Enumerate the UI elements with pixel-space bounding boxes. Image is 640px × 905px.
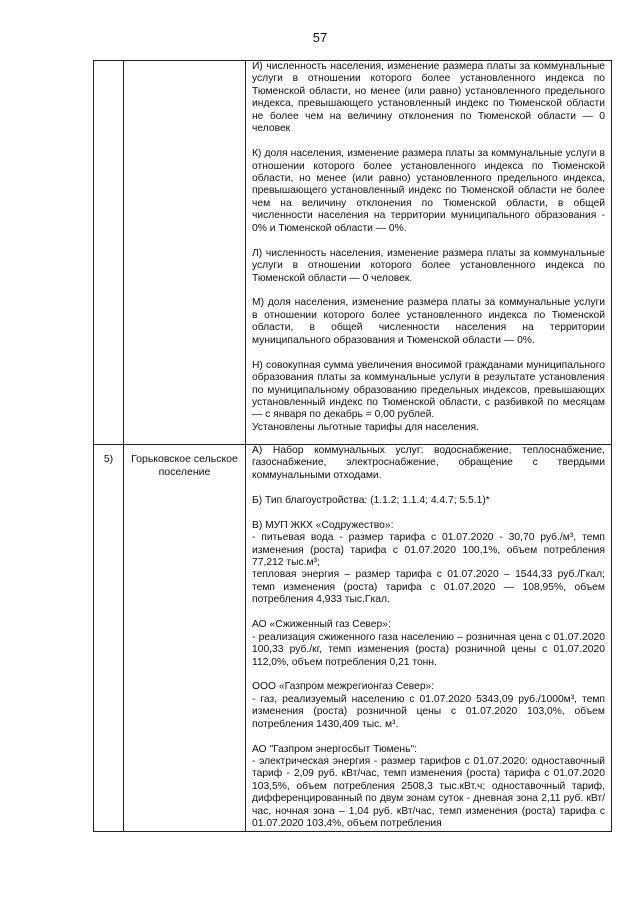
settlement-name: Горьковское сельское поселение [124,445,246,832]
row-content-cell [246,445,612,832]
row-number-cell [94,61,124,445]
electricity-tariff: - электрическая энергия - размер тарифов с 01.07.2020: одноставочный тариф - 2,09 руб. кВт/час, темп изменения (роста) тарифа с 01.07.2020 103,5%, объем потребления 2508,3 тыс.кВт.ч; одноставочный тариф, дифференцированный по двум зонам суток - дневная зона 2,11 руб. кВт/час, ночная зона – 1,04 руб. кВт/час, темп изменения (роста) тарифа с 01.07.2020 103,4%, объем потребления [252,756,605,830]
provider-title: АО "Газпром энергосбыт Тюмень": [252,743,417,755]
paragraph-i: И) численность населения, изменение размера платы за коммунальные услуги в отношении которого более установленного индекса по Тюменской области, но менее (или равно) установленного предельного индекса, превышающего установленный индекс по Тюменской области не более чем на величину отклонения по Тюменской области — 0 человек [252,61,605,135]
paragraph-k: К) доля населения, изменение размера платы за коммунальные услуги в отношении которого более установленного индекса по Тюменской области, но менее (или равно) установленного предельного индекса, превышающего установленный индекс по Тюменской области не более чем на величину отклонения по Тюменской области, в общей численности населения на территории муниципального образования - 0% и Тюменской области — 0%. [252,148,605,234]
services-set: А) Набор коммунальных услуг: водоснабжение, теплоснабжение, газоснабжение, электроснабжение, обращение с твердыми коммунальными отходами. [252,445,605,481]
benefit-tariffs-note: Установлены льготные тарифы для населения. [252,421,479,433]
provider-title: ООО «Газпром межрегионгаз Север»: [252,681,435,693]
paragraph-n: Н) совокупная сумма увеличения вносимой гражданами муниципального образования платы за коммунальные услуги в результате установления по муниципальному образованию предельных индексов, превышающих установленный индекс по Тюменской области, с разбивкой по месяцам — с января по декабрь = 0,00 рублей. [252,359,605,421]
improvement-type: Б) Тип благоустройства: (1.1.2; 1.1.4; 4.4.7; 5.5.1)* [252,494,490,506]
row-name-cell [124,61,246,445]
page-number: 57 [312,30,328,45]
row-content-cell [246,61,612,445]
table-row [94,445,612,832]
tariff-table [93,60,612,832]
row-number: 5) [94,445,124,832]
paragraph-m: М) доля населения, изменение размера платы за коммунальные услуги в отношении которого более установленного индекса по Тюменской области, в общей численности населения на территории муниципального образования и Тюменской области — 0%. [252,297,605,346]
lpg-tariff: - реализация сжиженного газа населению – розничная цена с 01.07.2020 100,33 руб./кг, темп изменения (роста) розничной цены с 01.07.2020 112,0%, объем потребления 0,21 тонн. [252,631,605,668]
gas-tariff: - газ, реализуемый населению с 01.07.2020 5343,09 руб./1000м³, темп изменения (роста) розничной цены с 01.07.2020 103,0%, объем потребления 1430,409 тыс. м³. [252,693,605,730]
water-tariff: - питьевая вода - размер тарифа с 01.07.2020 - 30,70 руб./м³, темп изменения (роста) тарифа с 01.07.2020 100,1%, объем потребления 77,212 тыс.м³; [252,532,605,568]
paragraph-l: Л) численность населения, изменение размера платы за коммунальные услуги в отношении которого более установленного индекса по Тюменской области — 0 человек. [252,247,605,284]
provider-title: АО «Сжиженный газ Север»: [252,619,391,631]
table-row [94,61,612,445]
provider-title: В) МУП ЖКХ «Содружество»: [252,519,394,531]
heat-tariff: тепловая энергия – размер тарифа с 01.07.2020 – 1544,33 руб./Гкал; темп изменения (роста) тарифа с 01.07.2020 — 108,95%, объем потребления 4,933 тыс.Гкал. [252,569,605,606]
